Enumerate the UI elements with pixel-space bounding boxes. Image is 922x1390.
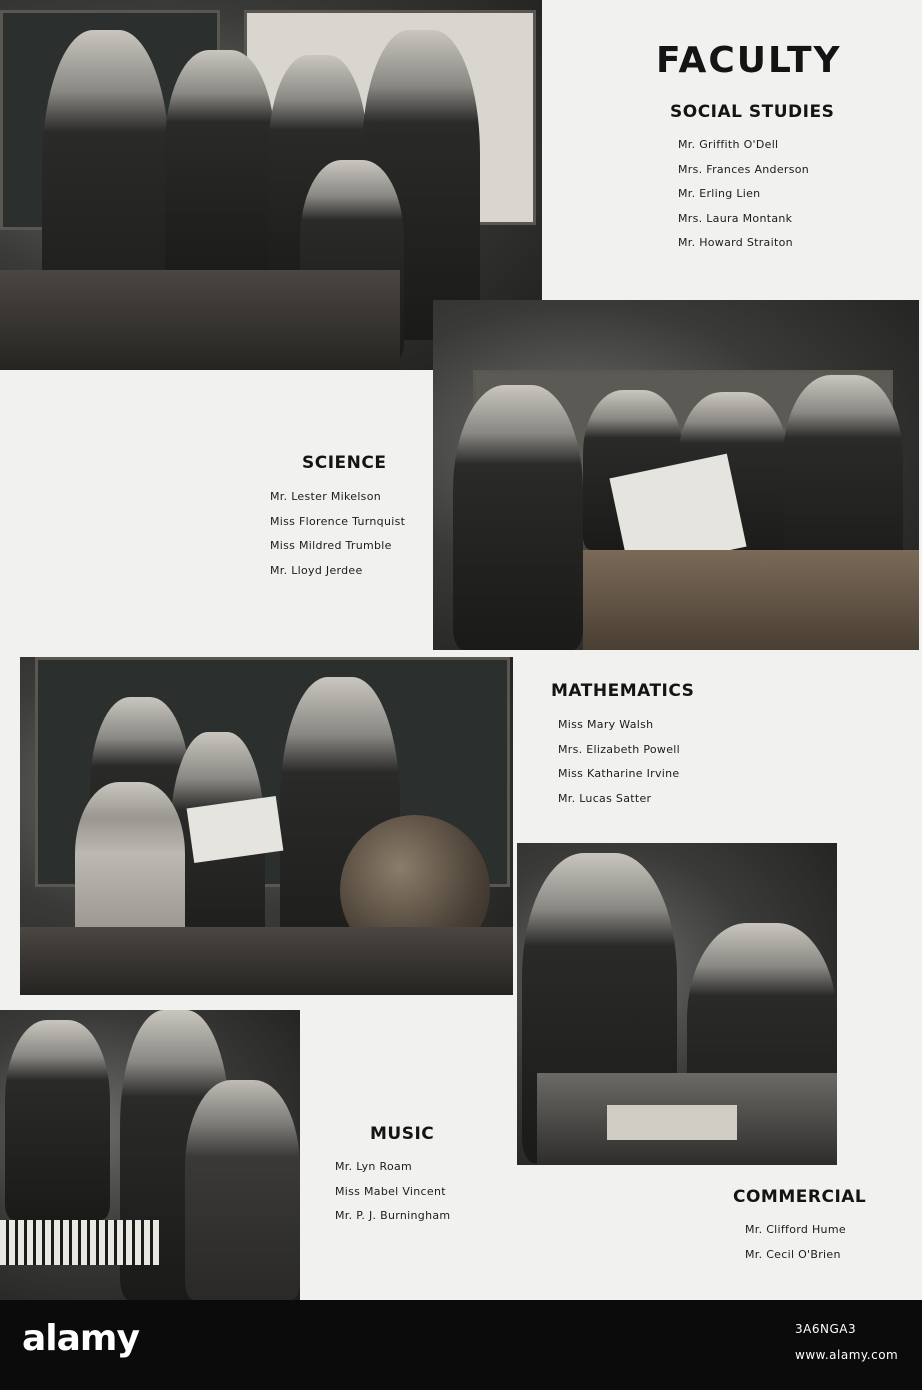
faculty-name: Miss Katharine Irvine — [558, 767, 680, 780]
faculty-name: Mr. Howard Straiton — [678, 236, 793, 249]
commercial-names — [745, 1218, 846, 1267]
faculty-name: Miss Mary Walsh — [558, 718, 654, 731]
watermark-image-id: 3A6NGA3 — [795, 1322, 857, 1336]
faculty-name: Mr. Erling Lien — [678, 187, 761, 200]
faculty-name: Miss Mabel Vincent — [335, 1184, 446, 1198]
social-studies-names — [678, 133, 809, 256]
section-heading-science: SCIENCE — [302, 453, 387, 473]
science-photo — [433, 300, 919, 650]
faculty-name: Mr. Lloyd Jerdee — [270, 563, 363, 577]
section-heading-music: MUSIC — [370, 1124, 435, 1144]
faculty-name: Mrs. Laura Montank — [678, 211, 793, 225]
faculty-name: Mrs. Elizabeth Powell — [558, 742, 680, 756]
section-heading-mathematics: MATHEMATICS — [551, 681, 695, 701]
faculty-name: Mrs. Frances Anderson — [678, 162, 810, 176]
faculty-name: Mr. P. J. Burningham — [335, 1209, 451, 1222]
mathematics-photo — [20, 657, 513, 995]
faculty-name: Mr. Cecil O'Brien — [745, 1247, 841, 1261]
faculty-name: Mr. Griffith O'Dell — [678, 138, 779, 151]
music-names — [335, 1155, 450, 1229]
faculty-name: Mr. Lucas Satter — [558, 791, 652, 805]
science-names — [270, 485, 405, 583]
section-heading-commercial: COMMERCIAL — [733, 1187, 867, 1207]
faculty-name: Mr. Lester Mikelson — [270, 490, 382, 503]
music-photo — [0, 1010, 300, 1300]
page-title: FACULTY — [656, 40, 842, 81]
section-heading-social-studies: SOCIAL STUDIES — [670, 102, 835, 122]
faculty-name: Miss Florence Turnquist — [270, 514, 406, 528]
commercial-photo — [517, 843, 837, 1165]
mathematics-names — [558, 713, 680, 811]
faculty-name: Mr. Clifford Hume — [745, 1223, 846, 1236]
watermark-logo: alamy — [22, 1318, 139, 1359]
faculty-name: Miss Mildred Trumble — [270, 539, 392, 552]
watermark-url: www.alamy.com — [795, 1348, 899, 1362]
faculty-name: Mr. Lyn Roam — [335, 1160, 413, 1173]
